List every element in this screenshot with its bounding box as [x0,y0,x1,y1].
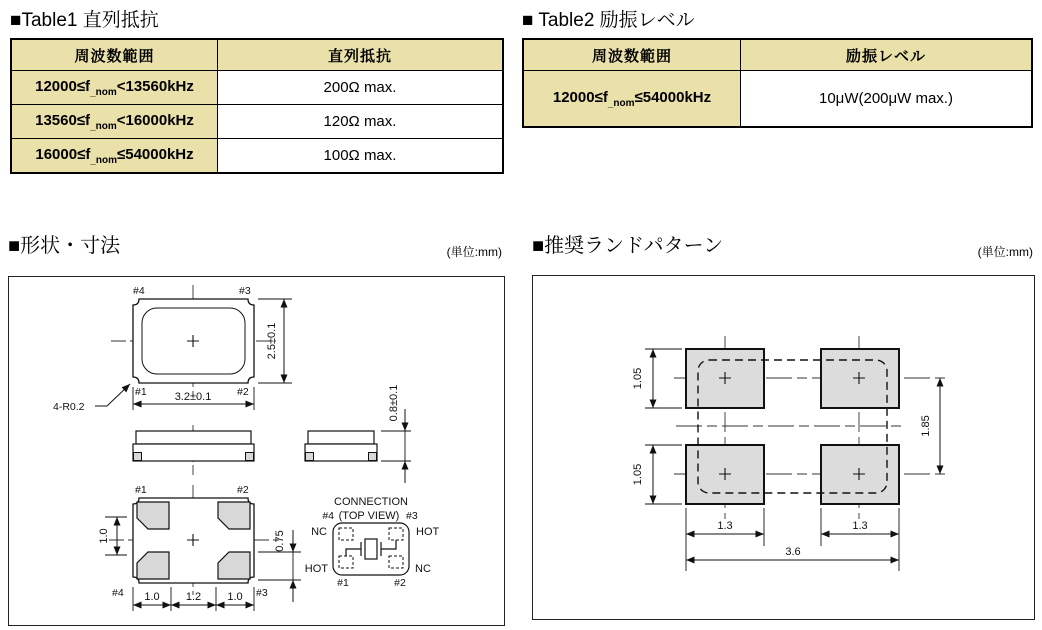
table2-row1-value: 10μW(200μW max.) [740,70,1031,126]
connection-nc-top-left: NC [311,526,327,538]
dim-bottom-3: 1.0 [227,591,243,603]
dim-land-pad-width-right: 1.3 [852,520,868,532]
dim-package-width: 3.2±0.1 [174,391,212,403]
dim-land-pad-height-top: 1.05 [632,367,644,390]
bottom-view-pin2-label: #2 [237,484,249,496]
top-view-pin4-label: #4 [133,285,145,297]
range-text [35,78,194,98]
range-pre: 13560≤f [35,111,91,129]
shape-side-view [305,385,411,483]
dim-land-pad-width-left: 1.3 [717,520,733,532]
table2-header-drive-level: 励振レベル [740,40,1031,70]
table1-row2-range [12,104,217,138]
connection-subtitle: (TOP VIEW) [338,510,400,522]
land-pads [674,336,947,519]
table1-title: ■Table1 直列抵抗 [10,10,159,31]
range-sub: _nom [90,154,117,166]
connection-diagram [305,496,440,589]
range-post: <16000kHz [116,111,194,129]
shape-front-view [133,425,254,475]
table2-title: ■ Table2 励振レベル [522,10,695,31]
dim-land-pad-height-bottom: 1.05 [632,463,644,486]
table2-row1-range [524,70,740,126]
bottom-view-pin3-label: #3 [256,587,268,599]
dim-land-overall-width: 3.6 [785,546,801,558]
dim-land-row-pitch: 1.85 [920,415,932,437]
land-unit-label: (単位:mm) [977,245,1033,259]
table1-header-series-resistance: 直列抵抗 [217,40,502,70]
table1-series-resistance [10,38,504,174]
dim-corner-radius: 4-R0.2 [53,401,85,413]
range-pre: 12000≤f [552,88,608,106]
dim-package-thickness: 0.8±0.1 [388,384,400,422]
land-pattern-drawing [533,276,1033,618]
table1-row3-value: 100Ω max. [217,138,502,172]
shape-drawing-box [8,276,505,626]
connection-pin2-label: #2 [394,577,406,589]
land-section-title: ■推奨ランドパターン [532,235,724,257]
range-pre: 16000≤f [35,145,91,163]
range-post: ≤54000kHz [117,145,194,163]
range-post: <13560kHz [116,77,194,95]
connection-nc-bottom-right: NC [415,563,431,575]
top-view-pin2-label: #2 [237,386,249,398]
dim-pad-pitch-left: 1.0 [98,528,110,544]
range-pre: 12000≤f [35,77,91,95]
connection-title: CONNECTION [334,496,408,508]
top-view-pin3-label: #3 [239,285,251,297]
table1-header-frequency-range: 周波数範囲 [12,40,217,70]
shape-drawing [9,277,503,624]
table1-row3-range [12,138,217,172]
dim-package-height: 2.5±0.1 [266,322,278,360]
dim-bottom-1: 1.0 [144,591,160,603]
range-text [35,146,193,166]
shape-unit-label: (単位:mm) [446,245,502,259]
bottom-view-pin4-label: #4 [112,587,124,599]
connection-pin1-label: #1 [337,577,349,589]
top-view-pin1-label: #1 [135,386,147,398]
table1-row2-value: 120Ω max. [217,104,502,138]
table2-drive-level [522,38,1033,128]
range-sub: _nom [90,86,117,98]
range-text [35,112,194,132]
table2-header-frequency-range: 周波数範囲 [524,40,740,70]
crystal-symbol [365,539,377,559]
shape-section-title: ■形状・寸法 [8,235,121,257]
table1-row1-range [12,70,217,104]
connection-pin4-label: #4 [322,510,334,522]
range-sub: _nom [607,97,635,109]
dim-bottom-2: 1.2 [185,591,202,603]
range-post: ≤54000kHz [634,88,712,106]
dim-pad-height: 0.75 [274,530,286,552]
connection-hot-top-right: HOT [416,526,440,538]
connection-pin3-label: #3 [406,510,418,522]
connection-hot-bottom-left: HOT [304,563,328,575]
range-text [553,89,711,109]
bottom-view-pin1-label: #1 [135,484,147,496]
shape-bottom-view [98,484,301,611]
land-pattern-box [532,275,1035,620]
table1-row1-value: 200Ω max. [217,70,502,104]
range-sub: _nom [90,120,117,132]
shape-top-view [53,285,292,413]
